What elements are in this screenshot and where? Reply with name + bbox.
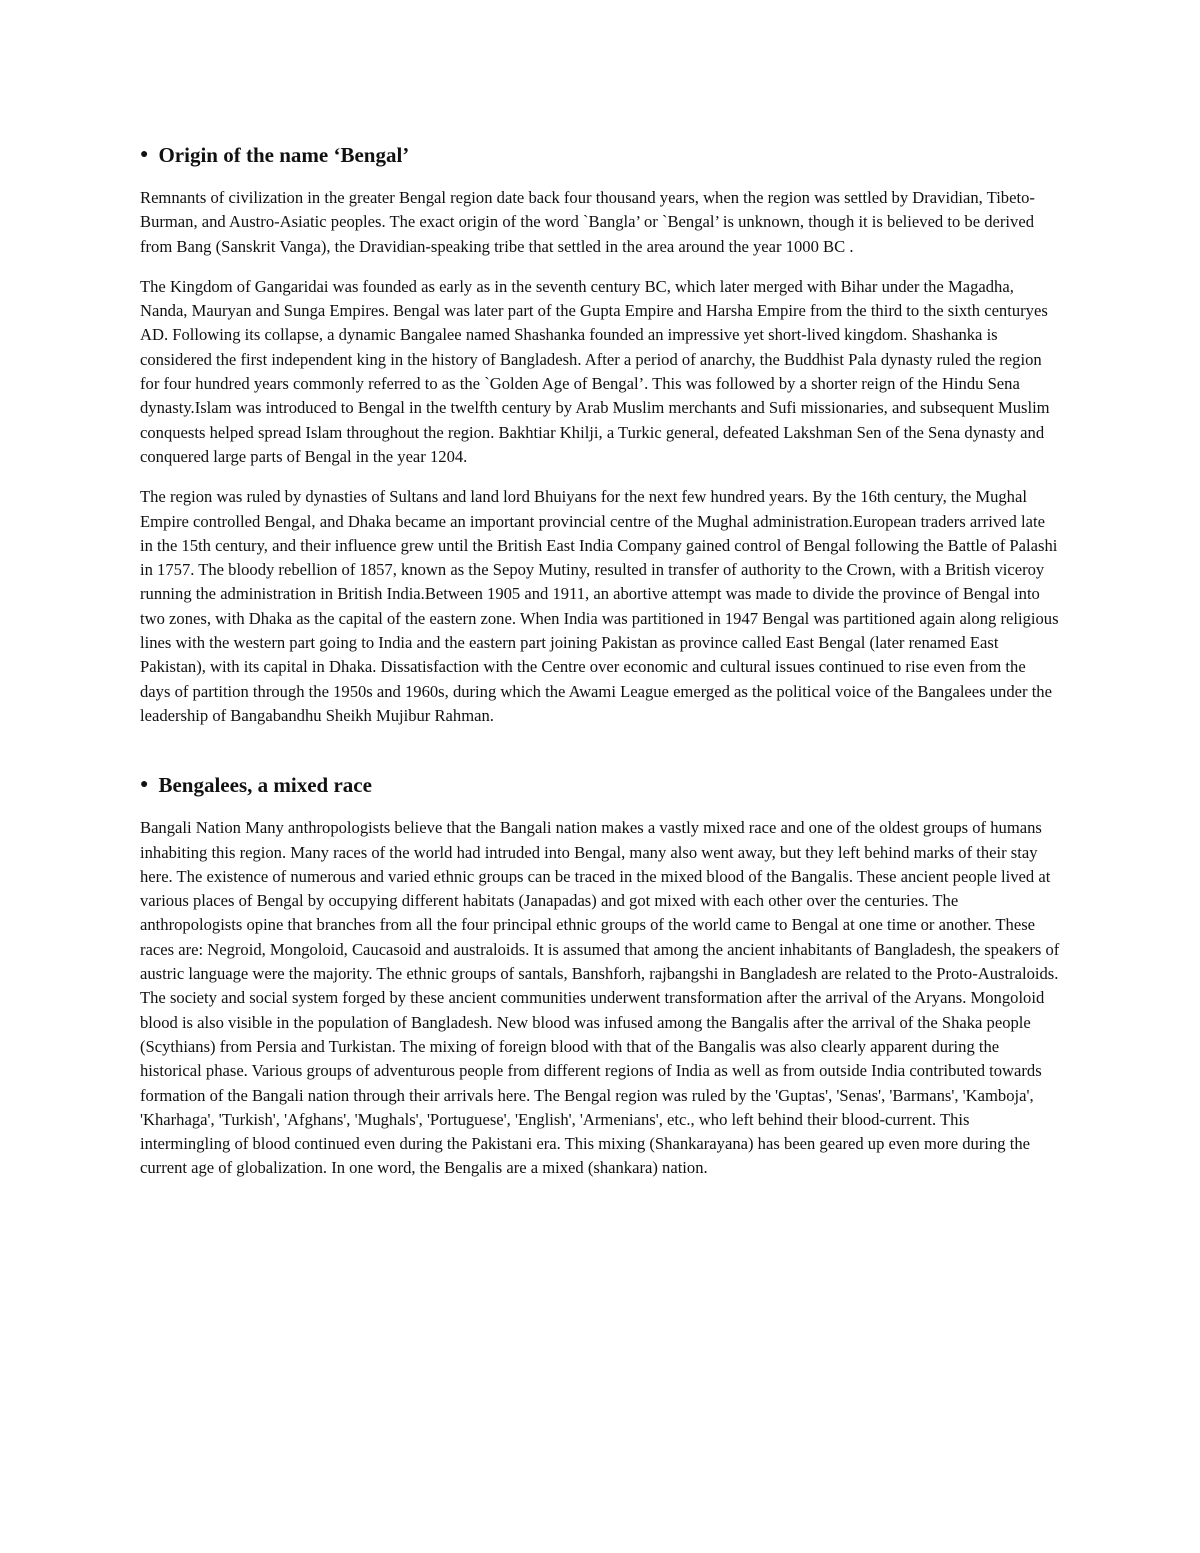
- section-heading: [140, 770, 1060, 800]
- paragraph: Remnants of civilization in the greater Bengal region date back four thousand years, when the region was settled by Dravidian, Tibeto-Burman, and Austro-Asiatic peoples. The exact origin of the word `Bangla’ or `Bengal’ is unknown, though it is believed to be derived from Bang (Sanskrit Vanga), the Dravidian-speaking tribe that settled in the area around the year 1000 BC .: [140, 188, 1035, 256]
- section-title: Origin of the name ‘Bengal’: [158, 143, 410, 167]
- bullet-icon: ●: [140, 147, 149, 162]
- paragraph: The region was ruled by dynasties of Sultans and land lord Bhuiyans for the next few hundred years. By the 16th century, the Mughal Empire controlled Bengal, and Dhaka became an important provincial centre of the Mughal administration.European traders arrived late in the 15th century, and their influence grew until the British East India Company gained control of Bengal following the Battle of Palashi in 1757. The bloody rebellion of 1857, known as the Sepoy Mutiny, resulted in transfer of authority to the Crown, with a British viceroy running the administration in British India.Between 1905 and 1911, an abortive attempt was made to divide the province of Bengal into two zones, with Dhaka as the capital of the eastern zone. When India was partitioned in 1947 Bengal was partitioned again along religious lines with the western part going to India and the eastern part joining Pakistan as province called East Bengal (later renamed East Pakistan), with its capital in Dhaka. Dissatisfaction with the Centre over economic and cultural issues continued to rise even from the days of partition through the 1950s and 1960s, during which the Awami League emerged as the political voice of the Bangalees under the leadership of Bangabandhu Sheikh Mujibur Rahman.: [140, 487, 1059, 725]
- paragraph: The Kingdom of Gangaridai was founded as early as in the seventh century BC, which later merged with Bihar under the Magadha, Nanda, Mauryan and Sunga Empires. Bengal was later part of the Gupta Empire and Harsha Empire from the third to the sixth centuryes AD. Following its collapse, a dynamic Bangalee named Shashanka founded an impressive yet short-lived kingdom. Shashanka is considered the first independent king in the history of Bangladesh. After a period of anarchy, the Buddhist Pala dynasty ruled the region for four hundred years commonly referred to as the `Golden Age of Bengal’. This was followed by a shorter reign of the Hindu Sena dynasty.Islam was introduced to Bengal in the twelfth century by Arab Muslim merchants and Sufi missionaries, and subsequent Muslim conquests helped spread Islam throughout the region. Bakhtiar Khilji, a Turkic general, defeated Lakshman Sen of the Sena dynasty and conquered large parts of Bengal in the year 1204.: [140, 276, 1050, 466]
- section-title: Bengalees, a mixed race: [158, 773, 372, 798]
- section-heading: [140, 140, 1060, 170]
- document-body: [140, 140, 1060, 1197]
- bullet-icon: ●: [140, 777, 149, 793]
- section-origin-of-bengal: [140, 140, 1060, 728]
- section-bengalees-mixed-race: [140, 770, 1060, 1180]
- paragraph: Bangali Nation Many anthropologists believe that the Bangali nation makes a vastly mixed race and one of the oldest groups of humans inhabiting this region. Many races of the world had intruded into Bengal, many also went away, but they left behind marks of their stay here. The existence of numerous and varied ethnic groups can be traced in the mixed blood of the Bangalis. These ancient people lived at various places of Bengal by occupying different habitats (Janapadas) and got mixed with each other over the centuries. The anthropologists opine that branches from all the four principal ethnic groups of the world came to Bengal at one time or another. These races are: Negroid, Mongoloid, Caucasoid and australoids. It is assumed that among the ancient inhabitants of Bangladesh, the speakers of austric language were the majority. The ethnic groups of santals, Banshforh, rajbangshi in Bangladesh are related to the Proto-Australoids. The society and social system forged by these ancient communities underwent transformation after the arrival of the Aryans. Mongoloid blood is also visible in the population of Bangladesh. New blood was infused among the Bangalis after the arrival of the Shaka people (Scythians) from Persia and Turkistan. The mixing of foreign blood with that of the Bangalis was also clearly apparent during the historical phase. Various groups of adventurous people from different regions of India as well as from outside India contributed towards formation of the Bangali nation through their arrivals here. The Bengal region was ruled by the 'Guptas', 'Senas', 'Barmans', 'Kamboja', 'Kharhaga', 'Turkish', 'Afghans', 'Mughals', 'Portuguese', 'English', 'Armenians', etc., who left behind their blood-current. This intermingling of blood continued even during the Pakistani era. This mixing (Shankarayana) has been geared up even more during the current age of globalization. In one word, the Bengalis are a mixed (shankara) nation.: [140, 818, 1060, 1178]
